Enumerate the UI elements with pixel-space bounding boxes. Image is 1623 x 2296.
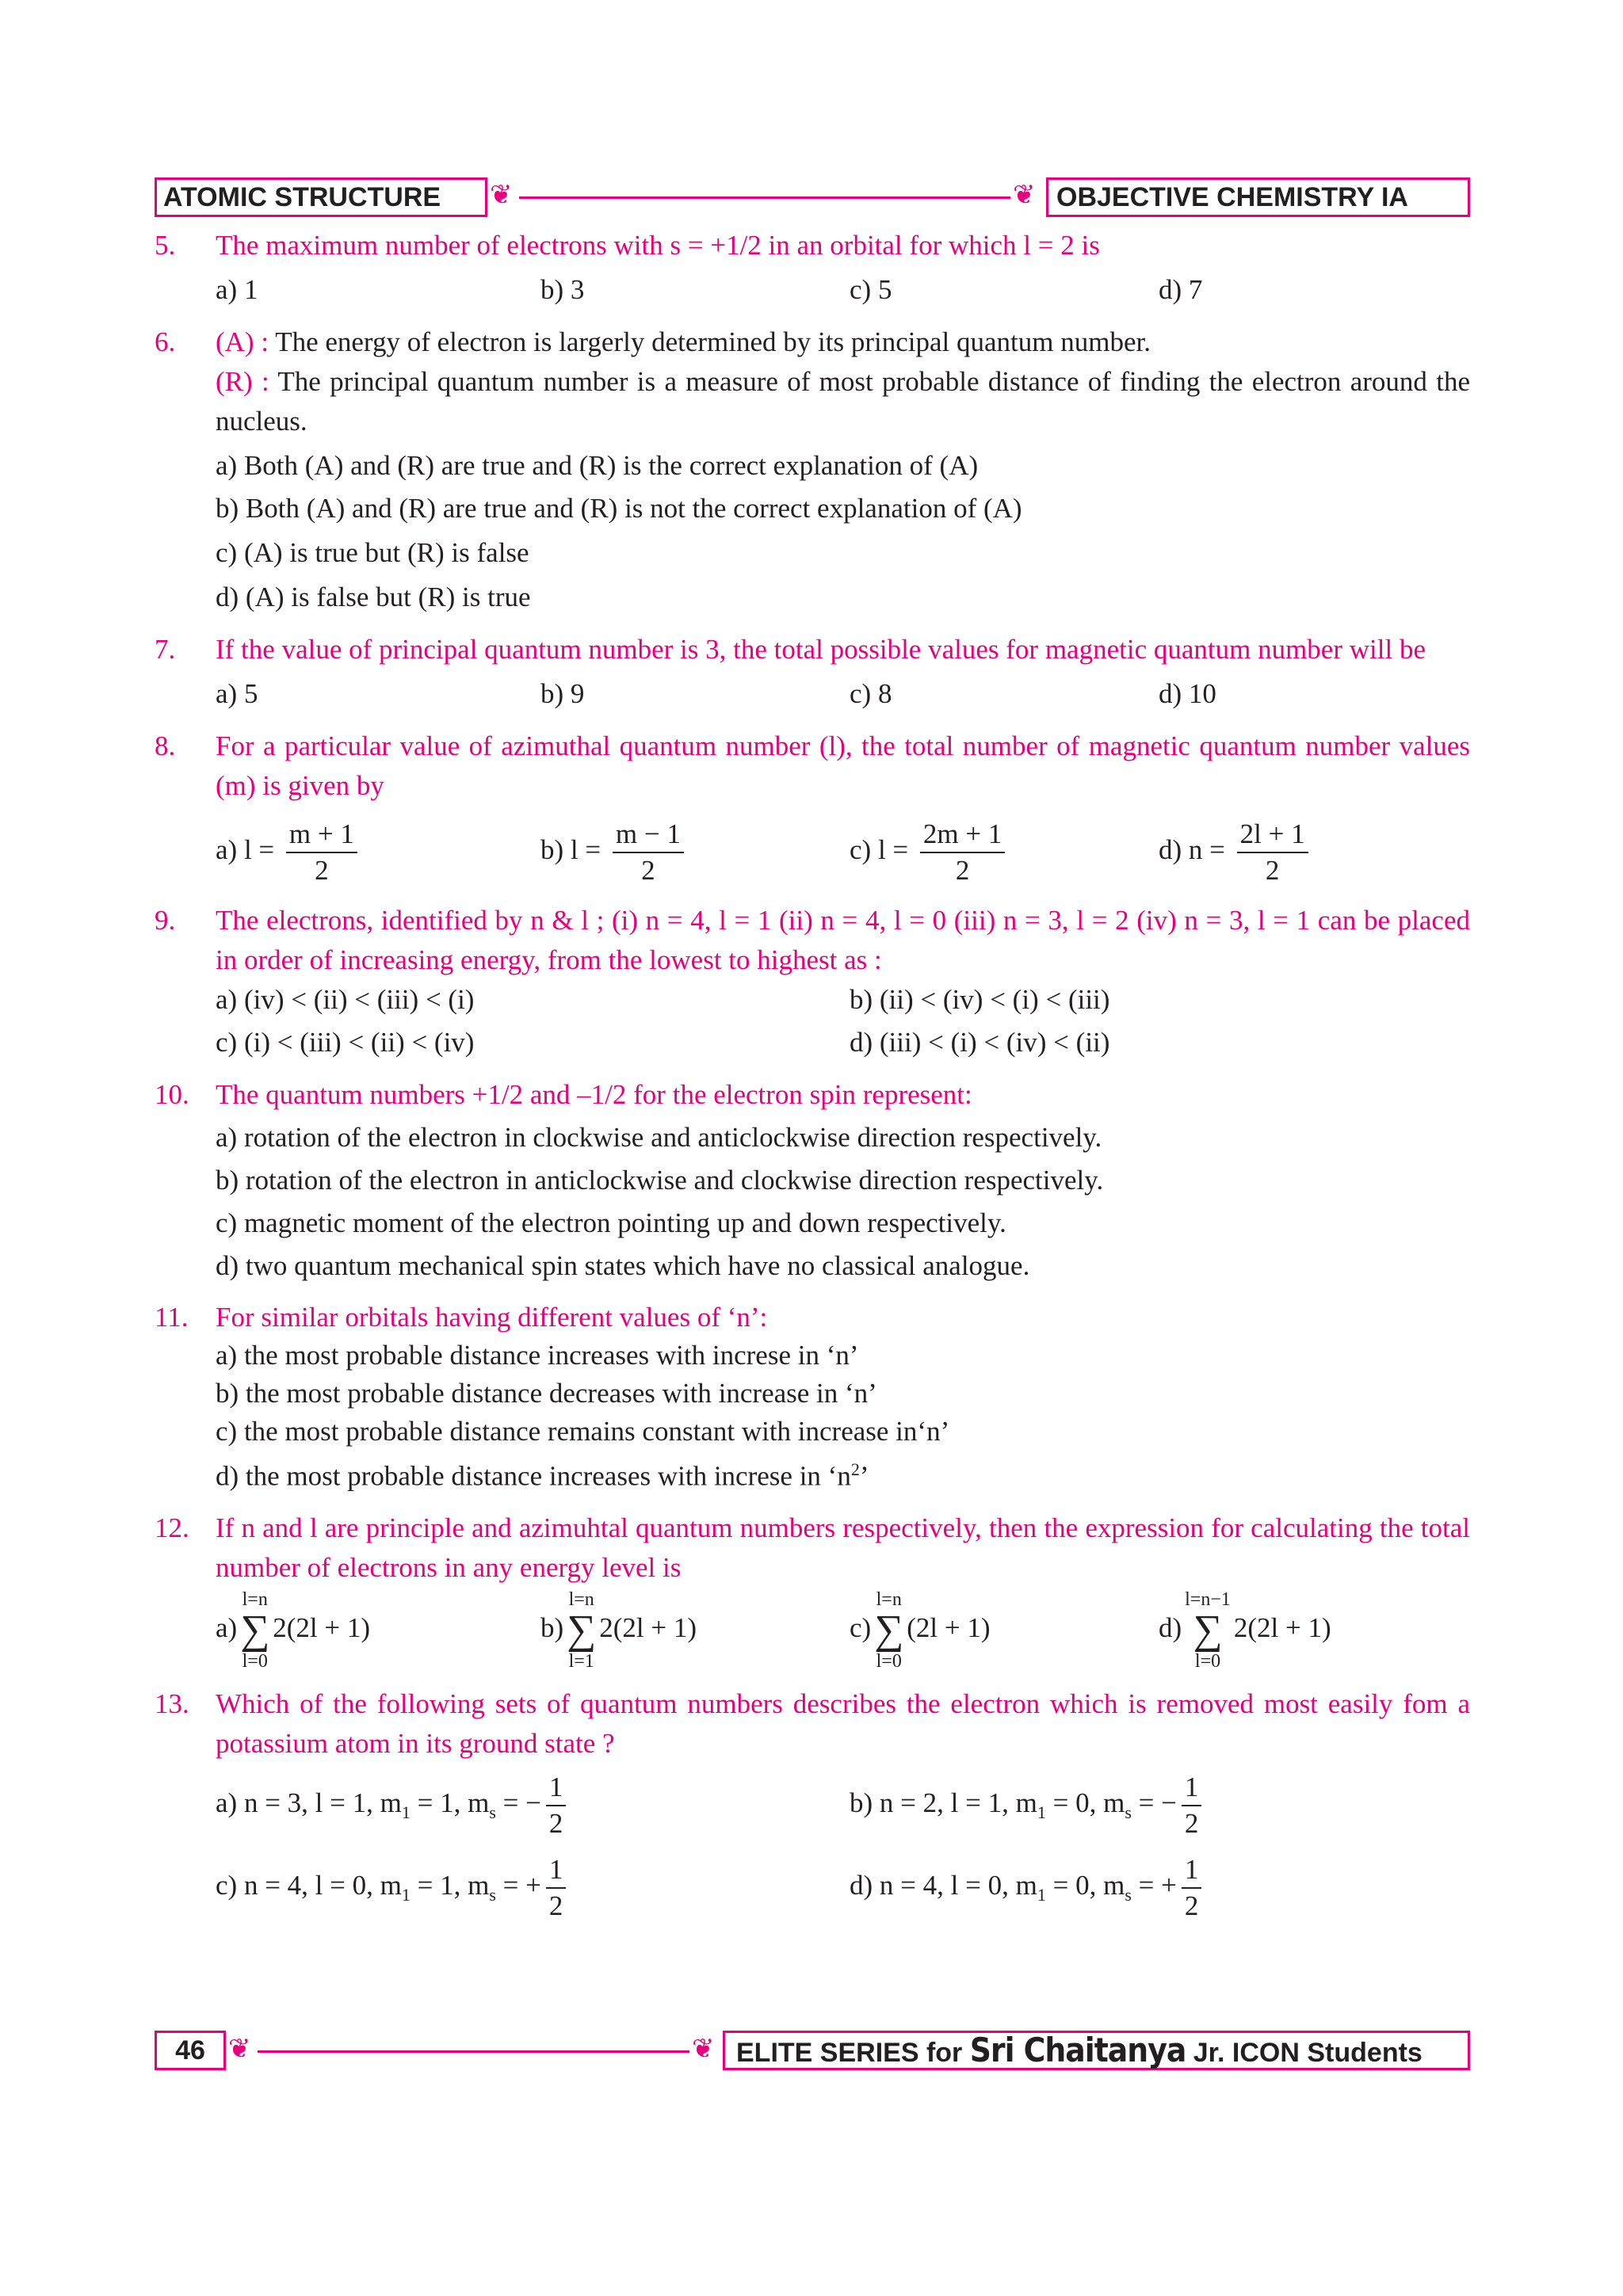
option-c[interactable] [850, 1589, 1159, 1672]
option-d[interactable]: d) (iii) < (i) < (iv) < (ii) [850, 1027, 1110, 1058]
option-a[interactable] [216, 1770, 850, 1841]
ornament-icon: ❦ [228, 2035, 251, 2064]
numerator: 1 [546, 1770, 567, 1806]
sigma-icon: ∑ [567, 1607, 597, 1653]
footer-series-box [723, 2031, 1470, 2070]
option-a[interactable]: a) the most probable distance increases with increse in ‘n’ [216, 1340, 859, 1371]
question-text: The quantum numbers +1/2 and –1/2 for the electron spin represent: [216, 1079, 972, 1110]
numerator: 1 [1182, 1852, 1202, 1889]
option-d[interactable] [1159, 817, 1396, 888]
fraction [546, 1852, 567, 1924]
option-mid: = 0, m [1045, 1787, 1125, 1818]
denominator: 2 [1265, 855, 1280, 886]
option-a[interactable]: a) 1 [216, 274, 258, 305]
brand-name: Sri Chaitanya [969, 2031, 1186, 2069]
option-a[interactable] [216, 817, 540, 888]
question-13 [155, 1684, 1470, 1924]
option-label: c) [850, 1611, 872, 1643]
lower-limit: l=0 [876, 1650, 902, 1672]
option-eq: = − [1131, 1787, 1177, 1818]
question-number: 12. [155, 1512, 189, 1543]
subscript: s [1125, 1802, 1132, 1822]
question-number: 13. [155, 1688, 189, 1719]
option-list [216, 1589, 1470, 1672]
option-b[interactable]: b) 3 [540, 274, 585, 305]
question-text: Which of the following sets of quantum numbers describes the electron which is removed most easily fom a potassium atom in its ground state ? [216, 1688, 1470, 1759]
question-7 [155, 630, 1470, 714]
series-prefix: ELITE SERIES for [736, 2038, 963, 2068]
denominator: 2 [1184, 1807, 1199, 1839]
question-number: 10. [155, 1079, 189, 1110]
upper-limit: l=n [876, 1589, 902, 1610]
option-mid: = 1, m [410, 1787, 490, 1818]
option-b[interactable]: b) 9 [540, 678, 585, 709]
option-c[interactable]: c) (i) < (iii) < (ii) < (iv) [216, 1027, 475, 1058]
numerator: m − 1 [613, 817, 684, 853]
fraction [286, 817, 357, 888]
denominator: 2 [1184, 1890, 1199, 1921]
option-end: ’ [859, 1460, 869, 1492]
option-b[interactable] [850, 1770, 1404, 1841]
sigma-icon: ∑ [240, 1607, 270, 1653]
option-label: a) n = 3, l = 1, m [216, 1787, 402, 1818]
question-number: 11. [155, 1302, 189, 1333]
fraction [1237, 817, 1308, 888]
question-number: 8. [155, 730, 176, 761]
option-label: a) [216, 1611, 238, 1643]
expression: 2(2l + 1) [1233, 1611, 1331, 1643]
option-label: d) n = [1159, 834, 1225, 866]
option-label: d) [1159, 1611, 1182, 1643]
fraction [613, 817, 684, 888]
fraction [920, 817, 1005, 888]
option-d[interactable] [850, 1852, 1404, 1924]
lower-limit: l=1 [568, 1650, 594, 1672]
expression: (2l + 1) [907, 1611, 991, 1643]
header-rule [519, 196, 1010, 199]
ornament-icon: ❦ [1013, 181, 1036, 210]
question-text: The maximum number of electrons with s = +1/2 in an orbital for which l = 2 is [216, 230, 1100, 261]
assertion-text: The energy of electron is largerly determined by its principal quantum number. [275, 326, 1151, 357]
option-label: b) [540, 1611, 564, 1643]
question-number: 6. [155, 326, 176, 357]
question-number: 9. [155, 905, 176, 936]
question-11 [155, 1299, 1470, 1496]
question-10 [155, 1075, 1470, 1286]
option-d[interactable] [1159, 1589, 1396, 1672]
summation [240, 1589, 269, 1672]
question-number: 7. [155, 634, 176, 665]
summation [874, 1589, 903, 1672]
question-number: 5. [155, 230, 176, 261]
option-d[interactable]: d) 7 [1159, 274, 1203, 305]
option-c[interactable] [216, 1852, 850, 1924]
option-a[interactable]: a) Both (A) and (R) are true and (R) is the correct explanation of (A) [216, 450, 979, 481]
fraction [1182, 1770, 1202, 1841]
superscript: 2 [850, 1459, 860, 1479]
numerator: 1 [1182, 1770, 1202, 1806]
option-list [216, 817, 1470, 888]
question-text: The electrons, identified by n & l ; (i) n = 4, l = 1 (ii) n = 4, l = 0 (iii) n = 3, l = 2 (iv) n = 3, l = 1 can be placed in order of increasing energy, from the lowest to highest as : [216, 905, 1470, 975]
option-mid: = 1, m [410, 1869, 490, 1901]
question-12 [155, 1508, 1470, 1672]
option-list [216, 980, 1470, 1062]
question-text: If n and l are principle and azimuhtal quantum numbers respectively, then the expression for calculating the total number of electrons in any energy level is [216, 1512, 1470, 1583]
option-label: c) n = 4, l = 0, m [216, 1869, 402, 1901]
option-d[interactable]: d) 10 [1159, 678, 1216, 709]
lower-limit: l=0 [1194, 1650, 1221, 1672]
expression: 2(2l + 1) [599, 1611, 697, 1643]
header-right-title: OBJECTIVE CHEMISTRY IA [1046, 177, 1470, 217]
option-text: d) the most probable distance increases with increse in ‘n [216, 1460, 851, 1492]
option-a[interactable] [216, 1589, 540, 1672]
upper-limit: l=n [242, 1589, 268, 1610]
denominator: 2 [548, 1890, 563, 1921]
option-a[interactable]: a) (iv) < (ii) < (iii) < (i) [216, 984, 475, 1015]
ornament-icon: ❦ [692, 2035, 715, 2064]
option-d[interactable] [216, 1451, 1470, 1496]
option-eq: = − [495, 1787, 541, 1818]
lower-limit: l=0 [242, 1650, 268, 1672]
numerator: 2m + 1 [920, 817, 1005, 853]
option-label: b) l = [540, 834, 601, 866]
subscript: 1 [1037, 1802, 1046, 1822]
subscript: 1 [1037, 1884, 1046, 1905]
sigma-icon: ∑ [1193, 1607, 1223, 1653]
numerator: 1 [546, 1852, 567, 1889]
subscript: s [489, 1802, 496, 1822]
page-number: 46 [155, 2031, 226, 2070]
question-list [155, 226, 1470, 1924]
denominator: 2 [548, 1807, 563, 1839]
question-text: For similar orbitals having different values of ‘n’: [216, 1302, 768, 1333]
option-d[interactable]: d) two quantum mechanical spin states which have no classical analogue. [216, 1250, 1030, 1281]
option-b[interactable]: b) Both (A) and (R) are true and (R) is not the correct explanation of (A) [216, 493, 1022, 524]
header-left-title: ATOMIC STRUCTURE [155, 177, 487, 217]
option-b[interactable]: b) (ii) < (iv) < (i) < (iii) [850, 984, 1110, 1015]
assertion-tag: (A) : [216, 326, 269, 357]
option-b[interactable]: b) rotation of the electron in anticlockwise and clockwise direction respectively. [216, 1165, 1104, 1196]
subscript: 1 [401, 1802, 411, 1822]
footer-rule [258, 2050, 689, 2053]
summation [567, 1589, 596, 1672]
fraction [1182, 1852, 1202, 1924]
option-c[interactable] [850, 817, 1159, 888]
series-suffix: Jr. ICON Students [1193, 2038, 1423, 2068]
question-9 [155, 901, 1470, 1062]
option-a[interactable]: a) 5 [216, 678, 258, 709]
option-mid: = 0, m [1045, 1869, 1125, 1901]
option-label: d) n = 4, l = 0, m [850, 1869, 1037, 1901]
option-a[interactable]: a) rotation of the electron in clockwise and anticlockwise direction respectively. [216, 1122, 1102, 1153]
denominator: 2 [955, 855, 970, 886]
reason-text: The principal quantum number is a measure of most probable distance of finding the electron around the nucleus. [216, 366, 1470, 437]
option-list [216, 674, 1470, 714]
subscript: s [489, 1884, 496, 1905]
option-d[interactable]: d) (A) is false but (R) is true [216, 582, 531, 612]
denominator: 2 [315, 855, 329, 886]
subscript: 1 [401, 1884, 411, 1905]
fraction [546, 1770, 567, 1841]
option-list [216, 270, 1470, 310]
sigma-icon: ∑ [874, 1607, 904, 1653]
option-b[interactable]: b) the most probable distance decreases with increase in ‘n’ [216, 1378, 877, 1409]
option-list [216, 1770, 1470, 1924]
subscript: s [1125, 1884, 1132, 1905]
question-text: If the value of principal quantum number is 3, the total possible values for magnetic quantum number will be [216, 634, 1426, 665]
option-label: a) l = [216, 834, 275, 866]
option-c[interactable]: c) magnetic moment of the electron pointing up and down respectively. [216, 1207, 1006, 1238]
question-text: For a particular value of azimuthal quantum number (l), the total number of magnetic quantum number values (m) is given by [216, 730, 1470, 801]
option-b[interactable] [540, 1589, 850, 1672]
option-c[interactable]: c) 5 [850, 274, 892, 305]
question-6 [155, 322, 1470, 617]
numerator: m + 1 [286, 817, 357, 853]
summation [1185, 1589, 1231, 1672]
expression: 2(2l + 1) [273, 1611, 371, 1643]
option-c[interactable]: c) 8 [850, 678, 892, 709]
upper-limit: l=n−1 [1185, 1589, 1231, 1610]
question-8 [155, 727, 1470, 888]
option-label: c) l = [850, 834, 909, 866]
option-eq: = + [1131, 1869, 1177, 1901]
option-label: b) n = 2, l = 1, m [850, 1787, 1037, 1818]
assertion [216, 322, 1470, 362]
reason-tag: (R) : [216, 366, 269, 397]
option-eq: = + [495, 1869, 541, 1901]
numerator: 2l + 1 [1237, 817, 1308, 853]
option-b[interactable] [540, 817, 850, 888]
reason [216, 362, 1470, 441]
ornament-icon: ❦ [490, 181, 513, 210]
denominator: 2 [641, 855, 655, 886]
question-5 [155, 226, 1470, 310]
option-c[interactable]: c) (A) is true but (R) is false [216, 537, 529, 568]
option-c[interactable]: c) the most probable distance remains constant with increase in‘n’ [216, 1416, 950, 1447]
upper-limit: l=n [568, 1589, 594, 1610]
